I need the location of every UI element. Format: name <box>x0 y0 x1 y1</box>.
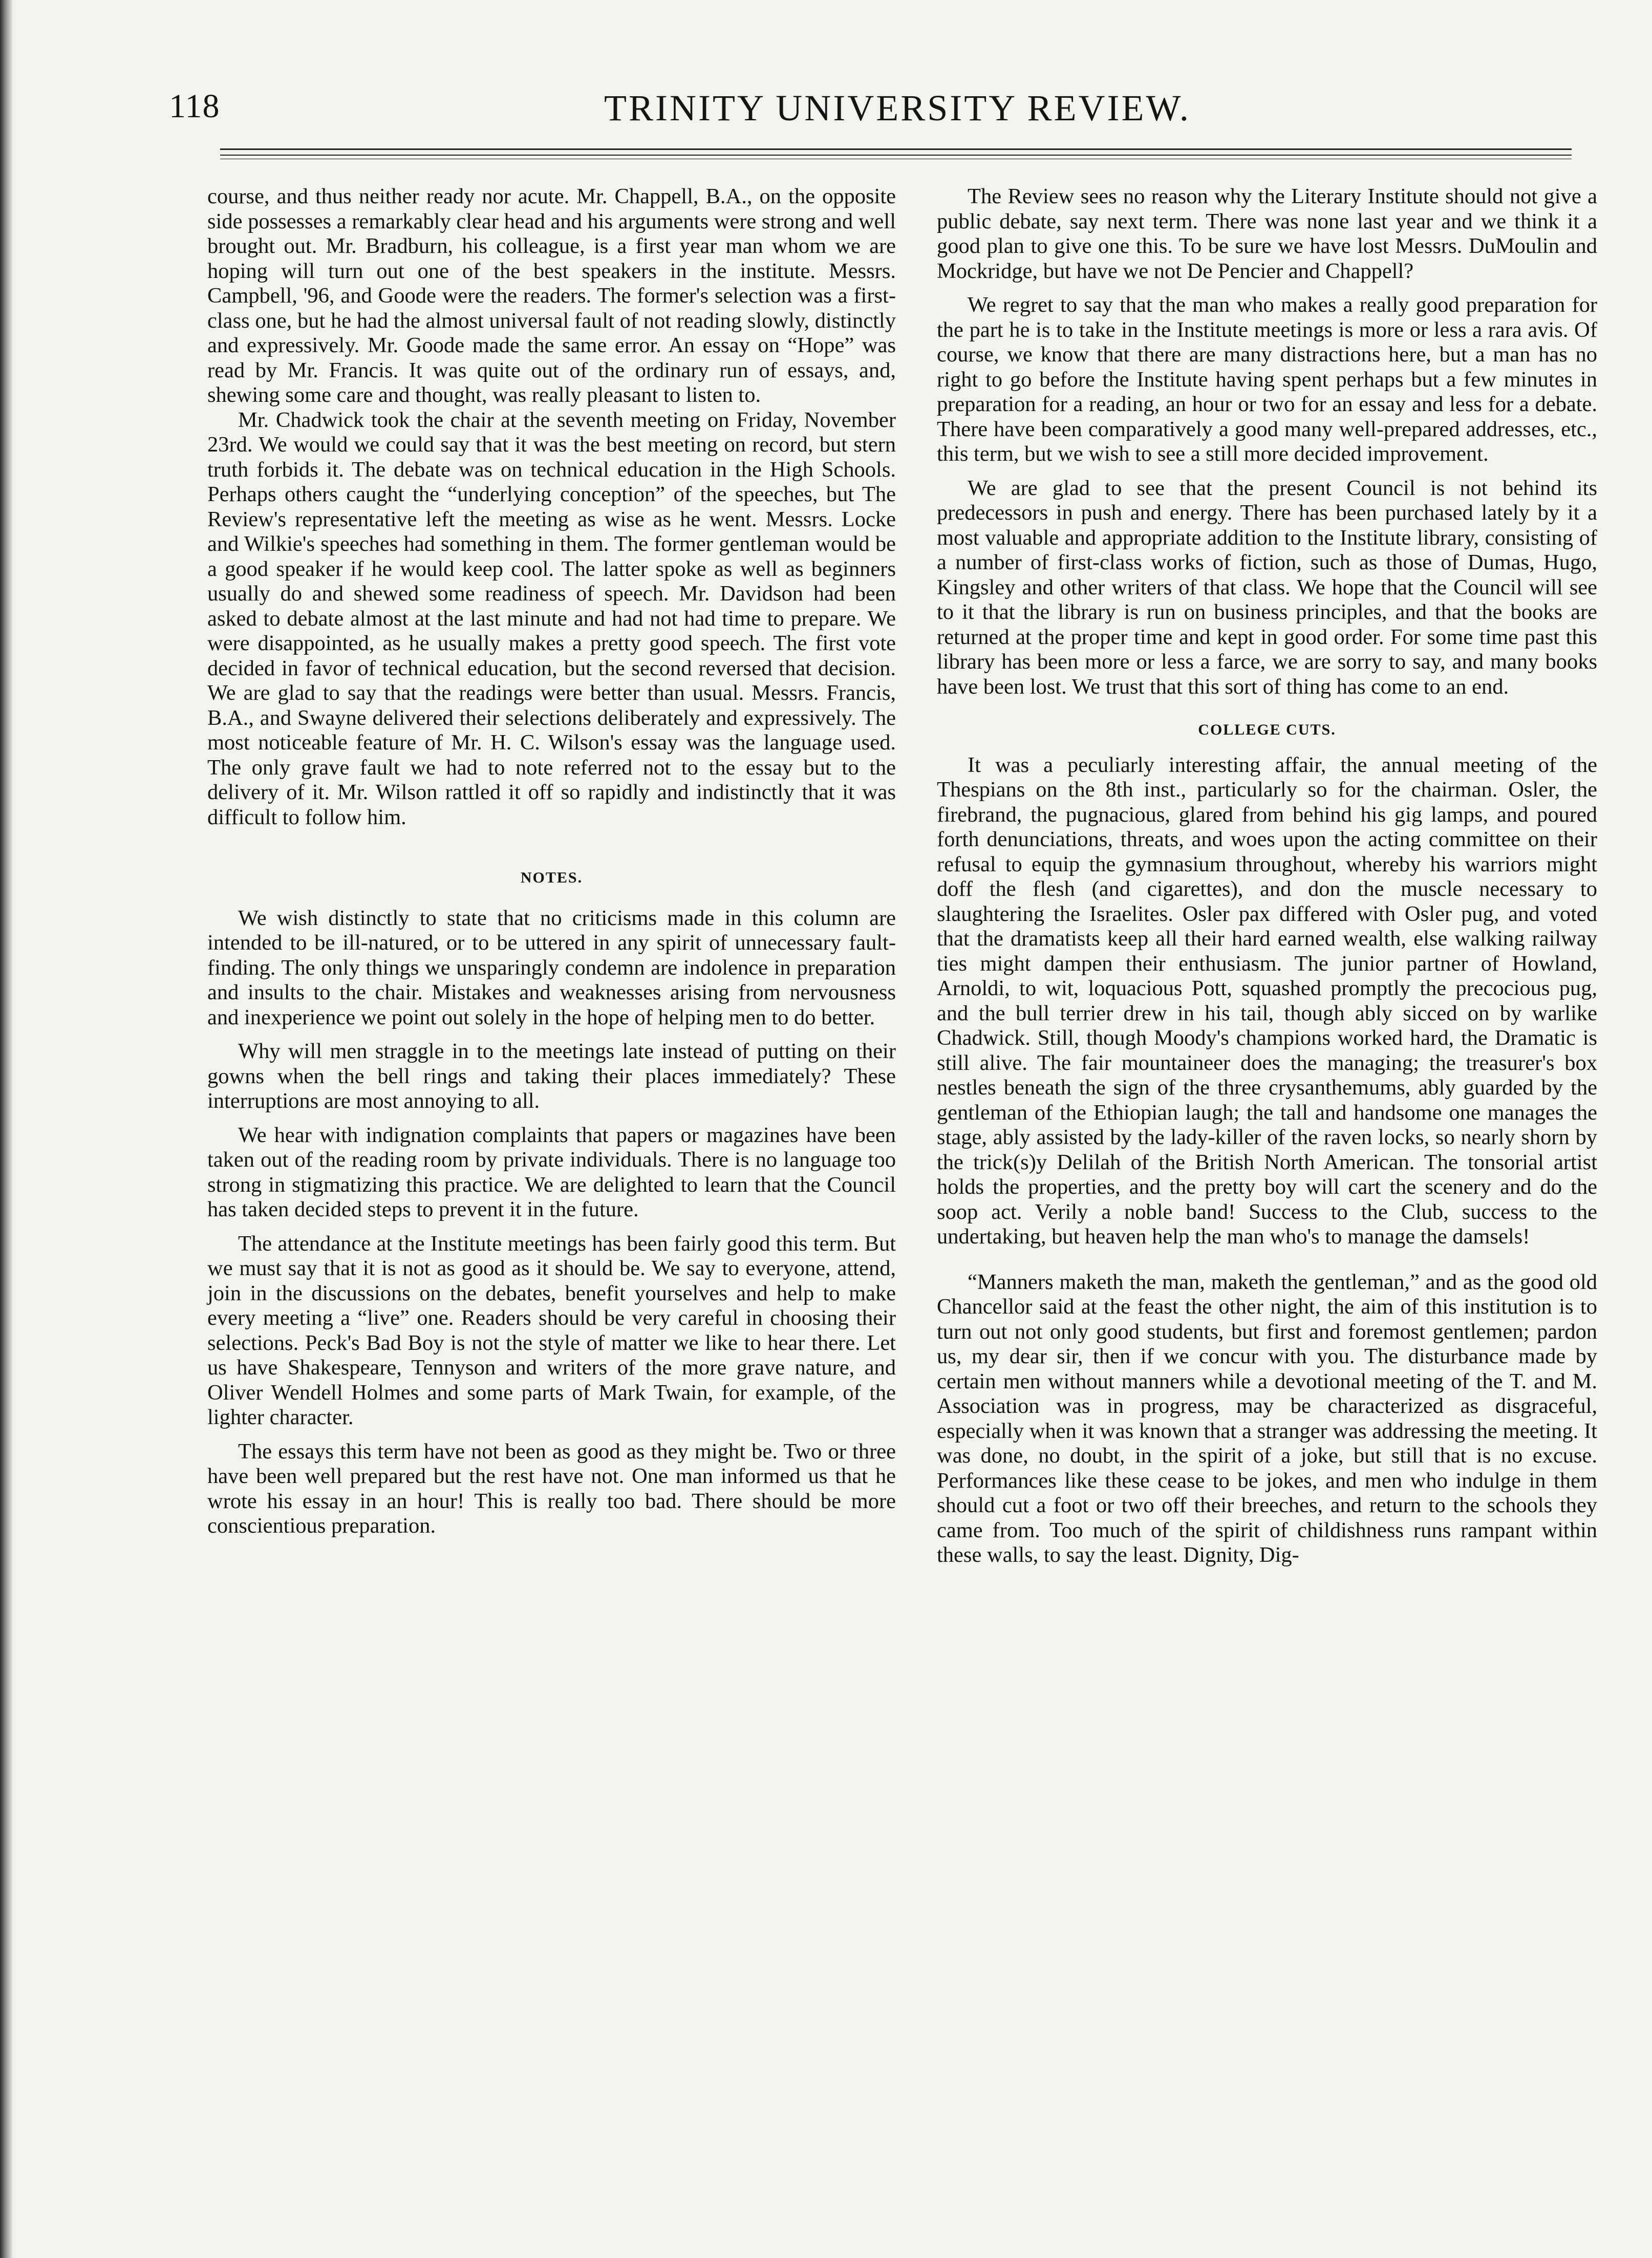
journal-title: TRINITY UNIVERSITY REVIEW. <box>604 88 1191 128</box>
paragraph: We regret to say that the man who makes a really good preparation for the part he is to take in the Institute meetings is more or less a rara avis. Of course, we know that there are many distractions here, but a man has no right to go before the Institute having spent perhaps but a few minutes in preparation for a reading, an hour or two for an essay and less for a debate. There have been comparatively a good many well-prepared addresses, etc., this term, but we wish to see a still more decided improvement. <box>937 293 1597 466</box>
section-heading-college-cuts: COLLEGE CUTS. <box>1198 721 1336 738</box>
header-rule <box>220 155 1572 156</box>
paragraph: We wish distinctly to state that no criticisms made in this column are intended to be ill-natured, or to be uttered in any spirit of unnecessary fault-finding. The only things we unsparingly condemn are indolence in preparation and insults to the chair. Mistakes and weaknesses arising from nervousness and inexperience we point out solely in the hope of helping men to do better. <box>207 906 896 1029</box>
paragraph: We hear with indignation complaints that papers or magazines have been taken out of the reading room by private individuals. There is no language too strong in stigmatizing this practice. We are delighted to learn that the Council has taken decided steps to prevent it in the future. <box>207 1123 896 1221</box>
right-column <box>937 184 1597 1568</box>
page-number: 118 <box>169 88 220 125</box>
scan-edge-shadow <box>0 0 13 2258</box>
page-header <box>169 77 1551 143</box>
paragraph: It was a peculiarly interesting affair, the annual meeting of the Thespians on the 8th inst., particularly so for the chairman. Osler, the firebrand, the pugnacious, glared from behind his gig lamps, and poured forth denunciations, threats, and woes upon the acting committee on their refusal to equip the gymnasium throughout, whereby his warriors might doff the flesh (and cigarettes), and don the muscle necessary to slaughtering the Israelites. Osler pax differed with Osler pug, and voted that the dramatists keep all their hard earned wealth, else walking railway ties might dampen their enthusiasm. The junior partner of Howland, Arnoldi, to wit, loquacious Pott, squashed promptly the precocious pug, and the bull terrier drew in his tail, though ably sicced on by warlike Chadwick. Still, though Moody's champions worked hard, the Dramatic is still alive. The fair mountaineer does the managing; the treasurer's box nestles beneath the sign of the three crysanthemums, ably guarded by the gentleman of the Ethiopian laugh; the tall and handsome one manages the stage, ably assisted by the lady-killer of the raven locks, so nearly shorn by the trick(s)y Delilah of the British North American. The tonsorial artist holds the properties, and the pretty boy will cart the scenery and do the soop act. Verily a noble band! Success to the Club, success to the undertaking, but heaven help the man who's to manage the damsels! <box>937 752 1597 1249</box>
paragraph: The attendance at the Institute meetings has been fairly good this term. But we must say that it is not as good as it should be. We say to everyone, attend, join in the discussions on the debates, benefit yourselves and help to make every meeting a “live” one. Readers should be very careful in choosing their selections. Peck's Bad Boy is not the style of matter we like to hear there. Let us have Shakespeare, Tennyson and writers of the more grave nature, and Oliver Wendell Holmes and some parts of Mark Twain, for example, of the lighter character. <box>207 1231 896 1429</box>
paragraph: Why will men straggle in to the meetings late instead of putting on their gowns when the bell rings and taking their places immediately? These interruptions are most annoying to all. <box>207 1039 896 1113</box>
paragraph: The Review sees no reason why the Literary Institute should not give a public debate, say next term. There was none last year and we think it a good plan to give one this. To be sure we have lost Messrs. DuMoulin and Mockridge, but have we not De Pencier and Chappell? <box>937 184 1597 283</box>
paragraph: The essays this term have not been as good as they might be. Two or three have been well prepared but the rest have not. One man informed us that he wrote his essay in an hour! This is really too bad. There should be more conscientious preparation. <box>207 1439 896 1538</box>
left-column <box>207 184 896 1539</box>
paragraph: “Manners maketh the man, maketh the gentleman,” and as the good old Chancellor said at the feast the other night, the aim of this institution is to turn out not only good students, but first and foremost gentlemen; pardon us, my dear sir, then if we concur with you. The disturbance made by certain men without manners while a devotional meeting of the T. and M. Association was in progress, may be characterized as disgraceful, especially when it was known that a stranger was addressing the meeting. It was done, no doubt, in the spirit of a joke, but still that is no excuse. Performances like these cease to be jokes, and men who indulge in them should cut a foot or two off their breeches, and return to the schools they came from. Too much of the spirit of childishness runs rampant within these walls, to say the least. Dignity, Dig- <box>937 1270 1597 1567</box>
header-rule <box>220 148 1572 150</box>
paragraph: We are glad to see that the present Council is not behind its predecessors in push and energy. There has been purchased lately by it a most valuable and appropriate addition to the Institute library, consisting of a number of first-class works of fiction, such as those of Dumas, Hugo, Kingsley and other writers of that class. We hope that the Council will see to it that the library is run on business principles, and that the books are returned at the proper time and kept in good order. For some time past this library has been more or less a farce, we are sorry to say, and many books have been lost. We trust that this sort of thing has come to an end. <box>937 476 1597 699</box>
paragraph: Mr. Chadwick took the chair at the seventh meeting on Friday, November 23rd. We would we could say that it was the best meeting on record, but stern truth forbids it. The debate was on technical education in the High Schools. Perhaps others caught the “underlying conception” of the speeches, but The Review's representative left the meeting as wise as he went. Messrs. Locke and Wilkie's speeches had something in them. The former gentleman would be a good speaker if he would keep cool. The latter spoke as well as beginners usually do and shewed some readiness of speech. Mr. Davidson had been asked to debate almost at the last minute and had not had time to prepare. We were disappointed, as he usually makes a pretty good speech. The first vote decided in favor of technical education, but the second reversed that decision. We are glad to say that the readings were better than usual. Messrs. Francis, B.A., and Swayne delivered their selections deliberately and expressively. The most noticeable feature of Mr. H. C. Wilson's essay was the language used. The only grave fault we had to note referred not to the essay but to the delivery of it. Mr. Wilson rattled it off so rapidly and indistinctly that it was difficult to follow him. <box>207 407 896 829</box>
section-heading-notes: NOTES. <box>520 869 583 886</box>
paragraph: course, and thus neither ready nor acute. Mr. Chappell, B.A., on the opposite side possesses a remarkably clear head and his arguments were strong and well brought out. Mr. Bradburn, his colleague, is a first year man whom we are hoping will turn out one of the best speakers in the institute. Messrs. Campbell, '96, and Goode were the readers. The former's selection was a first-class one, but he had the almost universal fault of not reading slowly, distinctly and expressively. Mr. Goode made the same error. An essay on “Hope” was read by Mr. Francis. It was quite out of the ordinary run of essays, and, shewing some care and thought, was really pleasant to listen to. <box>207 184 896 407</box>
